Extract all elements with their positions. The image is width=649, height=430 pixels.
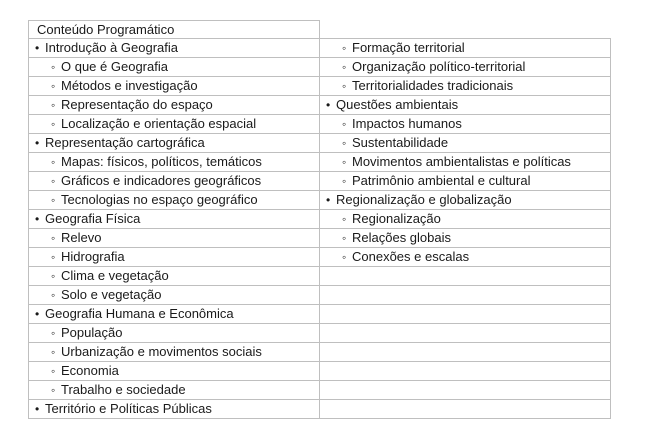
subtopic-text: Representação do espaço <box>61 97 213 113</box>
sub-bullet-icon: ◦ <box>342 79 347 94</box>
subtopic-text: O que é Geografia <box>61 59 168 75</box>
subtopic-text: Patrimônio ambiental e cultural <box>352 173 531 189</box>
table-row <box>29 77 611 96</box>
right-empty-cell[interactable] <box>320 400 611 419</box>
left-cell[interactable] <box>29 210 320 229</box>
left-cell[interactable] <box>29 267 320 286</box>
right-cell[interactable] <box>320 134 611 153</box>
syllabus-table <box>28 20 611 419</box>
subtopic-text: Regionalização <box>352 211 441 227</box>
table-row <box>29 362 611 381</box>
subtopic-text: Movimentos ambientalistas e políticas <box>352 154 571 170</box>
sub-bullet-icon: ◦ <box>51 79 56 94</box>
bullet-icon: • <box>326 98 331 113</box>
sub-bullet-icon: ◦ <box>342 174 347 189</box>
table-row <box>29 210 611 229</box>
right-cell[interactable] <box>320 77 611 96</box>
table-header[interactable]: Conteúdo Programático <box>29 21 320 39</box>
right-empty-cell[interactable] <box>320 267 611 286</box>
right-cell[interactable] <box>320 172 611 191</box>
bullet-icon: • <box>35 402 40 417</box>
subtopic-text: Formação territorial <box>352 40 465 56</box>
sub-bullet-icon: ◦ <box>51 250 56 265</box>
table-row <box>29 324 611 343</box>
subtopic-text: Localização e orientação espacial <box>61 116 257 132</box>
sub-bullet-icon: ◦ <box>342 212 347 227</box>
subtopic-text: Impactos humanos <box>352 116 462 132</box>
table-row <box>29 58 611 77</box>
subtopic-text: Gráficos e indicadores geográficos <box>61 173 262 189</box>
sub-bullet-icon: ◦ <box>51 345 56 360</box>
table-row <box>29 400 611 419</box>
sub-bullet-icon: ◦ <box>51 231 56 246</box>
right-empty-cell[interactable] <box>320 381 611 400</box>
sub-bullet-icon: ◦ <box>51 288 56 303</box>
table-row <box>29 343 611 362</box>
left-cell[interactable] <box>29 286 320 305</box>
right-cell[interactable] <box>320 191 611 210</box>
right-empty-cell[interactable] <box>320 343 611 362</box>
right-cell[interactable] <box>320 248 611 267</box>
right-empty-cell[interactable] <box>320 286 611 305</box>
left-cell[interactable] <box>29 305 320 324</box>
left-cell[interactable] <box>29 324 320 343</box>
topic-text: Questões ambientais <box>336 97 459 113</box>
table-row <box>29 248 611 267</box>
sub-bullet-icon: ◦ <box>51 326 56 341</box>
table-row <box>29 286 611 305</box>
right-cell[interactable] <box>320 96 611 115</box>
sub-bullet-icon: ◦ <box>51 364 56 379</box>
subtopic-text: Trabalho e sociedade <box>61 382 186 398</box>
table-row <box>29 267 611 286</box>
subtopic-text: Urbanização e movimentos sociais <box>61 344 262 360</box>
syllabus-table-body <box>29 21 611 419</box>
right-cell[interactable] <box>320 153 611 172</box>
subtopic-text: Mapas: físicos, políticos, temáticos <box>61 154 262 170</box>
topic-text: Regionalização e globalização <box>336 192 512 208</box>
subtopic-text: Sustentabilidade <box>352 135 449 151</box>
subtopic-text: Métodos e investigação <box>61 78 198 94</box>
left-cell[interactable] <box>29 229 320 248</box>
sub-bullet-icon: ◦ <box>51 193 56 208</box>
topic-text: Geografia Física <box>45 211 141 227</box>
table-row <box>29 115 611 134</box>
subtopic-text: Conexões e escalas <box>352 249 470 265</box>
topic-text: Território e Políticas Públicas <box>45 401 212 417</box>
right-cell[interactable] <box>320 115 611 134</box>
table-row <box>29 96 611 115</box>
left-cell[interactable] <box>29 400 320 419</box>
header-row <box>29 21 611 39</box>
bullet-icon: • <box>35 41 40 56</box>
topic-text: Introdução à Geografia <box>45 40 178 56</box>
sub-bullet-icon: ◦ <box>51 155 56 170</box>
subtopic-text: Economia <box>61 363 119 379</box>
left-cell[interactable] <box>29 362 320 381</box>
topic-text: Geografia Humana e Econômica <box>45 306 234 322</box>
right-empty-cell[interactable] <box>320 305 611 324</box>
table-row <box>29 153 611 172</box>
bullet-icon: • <box>326 193 331 208</box>
subtopic-text: Relações globais <box>352 230 452 246</box>
table-row <box>29 381 611 400</box>
left-cell[interactable] <box>29 343 320 362</box>
left-cell[interactable] <box>29 77 320 96</box>
sub-bullet-icon: ◦ <box>51 117 56 132</box>
left-cell[interactable] <box>29 96 320 115</box>
subtopic-text: Organização político-territorial <box>352 59 526 75</box>
sub-bullet-icon: ◦ <box>342 231 347 246</box>
table-row <box>29 191 611 210</box>
sub-bullet-icon: ◦ <box>342 60 347 75</box>
left-cell[interactable] <box>29 39 320 58</box>
sub-bullet-icon: ◦ <box>342 41 347 56</box>
right-cell[interactable] <box>320 39 611 58</box>
left-cell[interactable] <box>29 134 320 153</box>
sub-bullet-icon: ◦ <box>342 117 347 132</box>
right-cell[interactable] <box>320 229 611 248</box>
table-row <box>29 39 611 58</box>
sub-bullet-icon: ◦ <box>342 136 347 151</box>
table-row <box>29 305 611 324</box>
sub-bullet-icon: ◦ <box>342 250 347 265</box>
left-cell[interactable] <box>29 58 320 77</box>
table-row <box>29 229 611 248</box>
sub-bullet-icon: ◦ <box>51 98 56 113</box>
left-cell[interactable] <box>29 172 320 191</box>
sub-bullet-icon: ◦ <box>51 269 56 284</box>
topic-text: Representação cartográfica <box>45 135 205 151</box>
subtopic-text: Relevo <box>61 230 102 246</box>
left-cell[interactable] <box>29 115 320 134</box>
left-cell[interactable] <box>29 248 320 267</box>
subtopic-text: Solo e vegetação <box>61 287 162 303</box>
right-empty-cell[interactable] <box>320 324 611 343</box>
right-cell[interactable] <box>320 210 611 229</box>
left-cell[interactable] <box>29 191 320 210</box>
header-blank-cell <box>320 21 611 39</box>
subtopic-text: Tecnologias no espaço geográfico <box>61 192 258 208</box>
subtopic-text: Hidrografia <box>61 249 125 265</box>
bullet-icon: • <box>35 307 40 322</box>
subtopic-text: Clima e vegetação <box>61 268 169 284</box>
left-cell[interactable] <box>29 381 320 400</box>
right-cell[interactable] <box>320 58 611 77</box>
left-cell[interactable] <box>29 153 320 172</box>
bullet-icon: • <box>35 136 40 151</box>
table-row <box>29 134 611 153</box>
subtopic-text: Territorialidades tradicionais <box>352 78 514 94</box>
sub-bullet-icon: ◦ <box>51 60 56 75</box>
sub-bullet-icon: ◦ <box>342 155 347 170</box>
right-empty-cell[interactable] <box>320 362 611 381</box>
subtopic-text: População <box>61 325 123 341</box>
bullet-icon: • <box>35 212 40 227</box>
sub-bullet-icon: ◦ <box>51 174 56 189</box>
sub-bullet-icon: ◦ <box>51 383 56 398</box>
table-row <box>29 172 611 191</box>
